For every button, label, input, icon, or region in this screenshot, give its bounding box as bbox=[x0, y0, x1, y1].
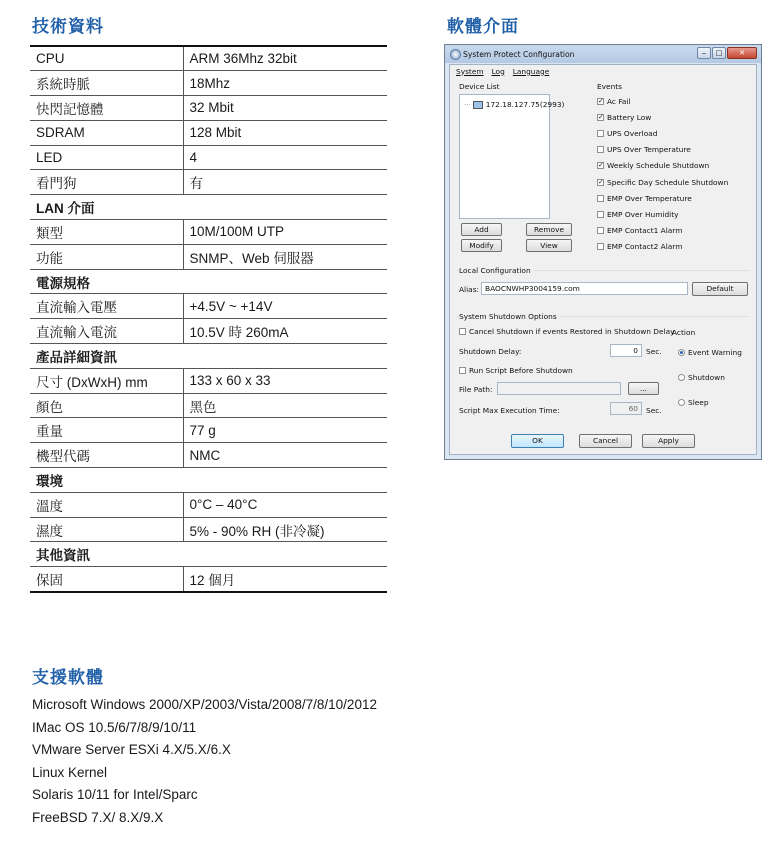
menu-language[interactable]: Language bbox=[512, 66, 550, 76]
event-checkbox[interactable] bbox=[597, 210, 679, 219]
spec-row bbox=[30, 294, 387, 319]
menu-system[interactable]: System bbox=[456, 66, 484, 76]
spec-row bbox=[30, 492, 387, 517]
spec-row bbox=[30, 368, 387, 393]
script-max-unit: Sec. bbox=[646, 406, 662, 415]
tree-branch-icon: ··· bbox=[464, 100, 472, 109]
spec-section-title: 其他資訊 bbox=[30, 542, 387, 567]
checkbox-box: ✓ bbox=[598, 113, 604, 122]
spec-section-row bbox=[30, 468, 387, 493]
spec-key: 尺寸 (DxWxH) mm bbox=[30, 368, 183, 393]
event-checkbox[interactable] bbox=[597, 178, 728, 187]
supported-os-list bbox=[32, 694, 377, 830]
file-path-input[interactable] bbox=[497, 382, 621, 395]
supported-os-item: Linux Kernel bbox=[32, 764, 108, 780]
spec-section-title: LAN 介面 bbox=[30, 195, 387, 220]
checkbox-box: ✓ bbox=[598, 177, 604, 186]
spec-value: 黑色 bbox=[183, 393, 387, 418]
spec-section-title: 環境 bbox=[30, 468, 387, 493]
spec-value: 77 g bbox=[183, 418, 387, 443]
device-tree[interactable] bbox=[459, 94, 565, 219]
local-config-label: Local Configuration bbox=[459, 266, 534, 275]
ok-button[interactable]: OK bbox=[511, 434, 564, 448]
shutdown-delay-label: Shutdown Delay: bbox=[459, 347, 522, 356]
event-checkbox[interactable] bbox=[597, 194, 692, 203]
event-checkbox[interactable] bbox=[597, 145, 691, 154]
action-radio[interactable] bbox=[678, 348, 742, 357]
modify-button[interactable]: Modify bbox=[461, 239, 502, 252]
shutdown-delay-input[interactable]: 0 bbox=[610, 344, 642, 357]
script-max-input[interactable]: 60 bbox=[610, 402, 642, 415]
spec-value: 10M/100M UTP bbox=[183, 220, 387, 245]
spec-key: 溫度 bbox=[30, 492, 183, 517]
spec-key: SDRAM bbox=[30, 120, 183, 145]
spec-key: 功能 bbox=[30, 244, 183, 269]
spec-section-title: 產品詳細資訊 bbox=[30, 344, 387, 369]
spec-value: 0°C – 40°C bbox=[183, 492, 387, 517]
spec-value: 32 Mbit bbox=[183, 96, 387, 121]
spec-section-row bbox=[30, 195, 387, 220]
spec-key: 直流輸入電流 bbox=[30, 319, 183, 344]
checkbox-box: ✓ bbox=[598, 161, 604, 170]
checkbox-box bbox=[597, 243, 604, 250]
config-dialog bbox=[444, 44, 762, 460]
supported-os-item: IMac OS 10.5/6/7/8/9/10/11 bbox=[32, 719, 197, 735]
spec-value: 18Mhz bbox=[183, 71, 387, 96]
cancel-button[interactable]: Cancel bbox=[579, 434, 632, 448]
supported-os-item: Solaris 10/11 for Intel/Sparc bbox=[32, 787, 198, 803]
radio-dot bbox=[678, 349, 685, 356]
spec-key: 直流輸入電壓 bbox=[30, 294, 183, 319]
checkbox-box bbox=[597, 130, 604, 137]
event-label: EMP Over Temperature bbox=[607, 193, 692, 203]
spec-value: ARM 36Mhz 32bit bbox=[183, 46, 387, 71]
shutdown-delay-unit: Sec. bbox=[646, 347, 662, 356]
spec-value: 133 x 60 x 33 bbox=[183, 368, 387, 393]
event-checkbox[interactable] bbox=[597, 97, 631, 106]
spec-section-row bbox=[30, 542, 387, 567]
checkbox-box bbox=[597, 195, 604, 202]
spec-table bbox=[30, 45, 387, 593]
menu-bar bbox=[450, 65, 756, 77]
spec-value: 12 個月 bbox=[183, 567, 387, 592]
radio-dot bbox=[678, 399, 685, 406]
spec-section-row bbox=[30, 269, 387, 294]
alias-input[interactable]: BAOCNWHP3004159.com bbox=[481, 282, 688, 295]
menu-log[interactable]: Log bbox=[491, 66, 505, 76]
checkbox-box bbox=[459, 367, 466, 374]
spec-key: 重量 bbox=[30, 418, 183, 443]
radio-dot bbox=[678, 374, 685, 381]
view-button[interactable]: View bbox=[526, 239, 572, 252]
spec-value: NMC bbox=[183, 443, 387, 468]
spec-value: +4.5V ~ +14V bbox=[183, 294, 387, 319]
file-path-label: File Path: bbox=[459, 385, 493, 394]
spec-heading: 技術資料 bbox=[32, 17, 104, 36]
minimize-button[interactable]: ‒ bbox=[697, 47, 711, 59]
supported-os-item: Microsoft Windows 2000/XP/2003/Vista/2008/7/8/10/2012 bbox=[32, 697, 377, 712]
spec-row bbox=[30, 567, 387, 592]
browse-button[interactable]: ... bbox=[628, 382, 659, 395]
event-checkbox[interactable] bbox=[597, 129, 657, 138]
spec-row bbox=[30, 96, 387, 121]
remove-button[interactable]: Remove bbox=[526, 223, 572, 236]
default-button[interactable]: Default bbox=[692, 282, 748, 296]
spec-row bbox=[30, 46, 387, 71]
spec-row bbox=[30, 517, 387, 542]
event-label: Ac Fail bbox=[607, 97, 631, 106]
spec-row bbox=[30, 120, 387, 145]
spec-section-row bbox=[30, 344, 387, 369]
device-list-label: Device List bbox=[459, 82, 500, 91]
action-option-label: Event Warning bbox=[688, 348, 742, 357]
spec-section-title: 電源規格 bbox=[30, 269, 387, 294]
spec-row bbox=[30, 71, 387, 96]
event-label: Weekly Schedule Shutdown bbox=[607, 161, 710, 171]
add-button[interactable]: Add bbox=[461, 223, 502, 236]
action-option-label: Sleep bbox=[688, 398, 709, 407]
software-ui-heading: 軟體介面 bbox=[447, 17, 519, 36]
spec-key: 快閃記憶體 bbox=[30, 96, 183, 121]
checkbox-box: ✓ bbox=[598, 97, 604, 105]
checkbox-box bbox=[597, 211, 604, 218]
event-checkbox[interactable] bbox=[597, 242, 682, 251]
app-icon bbox=[450, 49, 461, 60]
spec-row bbox=[30, 418, 387, 443]
spec-value: 4 bbox=[183, 145, 387, 170]
shutdown-options-label: System Shutdown Options bbox=[459, 312, 560, 321]
spec-key: 濕度 bbox=[30, 517, 183, 542]
checkbox-box bbox=[459, 328, 466, 335]
spec-row bbox=[30, 443, 387, 468]
supported-os-item: FreeBSD 7.X/ 8.X/9.X bbox=[32, 809, 164, 825]
alias-label: Alias: bbox=[459, 285, 480, 294]
spec-key: 類型 bbox=[30, 220, 183, 245]
spec-row bbox=[30, 145, 387, 170]
spec-value: 5% - 90% RH (非冷凝) bbox=[183, 517, 387, 542]
close-button[interactable]: ✕ bbox=[727, 47, 757, 59]
action-radio[interactable] bbox=[678, 398, 709, 407]
spec-row bbox=[30, 393, 387, 418]
event-label: Battery Low bbox=[607, 113, 652, 123]
spec-row bbox=[30, 170, 387, 195]
event-label: EMP Contact2 Alarm bbox=[607, 241, 683, 251]
computer-icon bbox=[473, 101, 483, 109]
run-script-checkbox[interactable]: Run Script Before Shutdown bbox=[459, 366, 573, 375]
event-label: Specific Day Schedule Shutdown bbox=[607, 177, 729, 187]
action-option-label: Shutdown bbox=[688, 373, 725, 382]
event-label: UPS Overload bbox=[607, 129, 658, 139]
maximize-button[interactable]: □ bbox=[712, 47, 726, 59]
action-radio[interactable] bbox=[678, 373, 725, 382]
spec-row bbox=[30, 244, 387, 269]
action-label: Action bbox=[672, 328, 696, 337]
spec-value: 10.5V 時 260mA bbox=[183, 319, 387, 344]
checkbox-box bbox=[597, 146, 604, 153]
event-label: UPS Over Temperature bbox=[607, 145, 691, 155]
spec-key: 看門狗 bbox=[30, 170, 183, 195]
checkbox-box bbox=[597, 227, 604, 234]
spec-value: SNMP、Web 伺服器 bbox=[183, 244, 387, 269]
spec-row bbox=[30, 319, 387, 344]
spec-row bbox=[30, 220, 387, 245]
event-label: EMP Contact1 Alarm bbox=[607, 225, 683, 235]
device-tree-item[interactable]: ··· 172.18.127.75(2993) bbox=[464, 100, 565, 109]
spec-key: 保固 bbox=[30, 567, 183, 592]
script-max-label: Script Max Execution Time: bbox=[459, 406, 560, 415]
dialog-titlebar bbox=[445, 45, 761, 63]
spec-value: 128 Mbit bbox=[183, 120, 387, 145]
event-checkbox[interactable] bbox=[597, 226, 682, 235]
spec-key: 顏色 bbox=[30, 393, 183, 418]
spec-key: 機型代碼 bbox=[30, 443, 183, 468]
supported-os-item: VMware Server ESXi 4.X/5.X/6.X bbox=[32, 742, 231, 758]
spec-key: 系統時脈 bbox=[30, 71, 183, 96]
spec-key: CPU bbox=[30, 46, 183, 71]
event-checkbox[interactable] bbox=[597, 161, 709, 170]
apply-button[interactable]: Apply bbox=[642, 434, 695, 448]
spec-value: 有 bbox=[183, 170, 387, 195]
events-label: Events bbox=[597, 82, 623, 91]
event-label: EMP Over Humidity bbox=[607, 209, 679, 219]
cancel-shutdown-checkbox[interactable]: Cancel Shutdown if events Restored in Shutdown Delay bbox=[459, 327, 675, 336]
spec-key: LED bbox=[30, 145, 183, 170]
dialog-title: System Protect Configuration bbox=[463, 50, 575, 59]
event-checkbox[interactable] bbox=[597, 113, 651, 122]
supported-heading: 支援軟體 bbox=[32, 668, 104, 687]
